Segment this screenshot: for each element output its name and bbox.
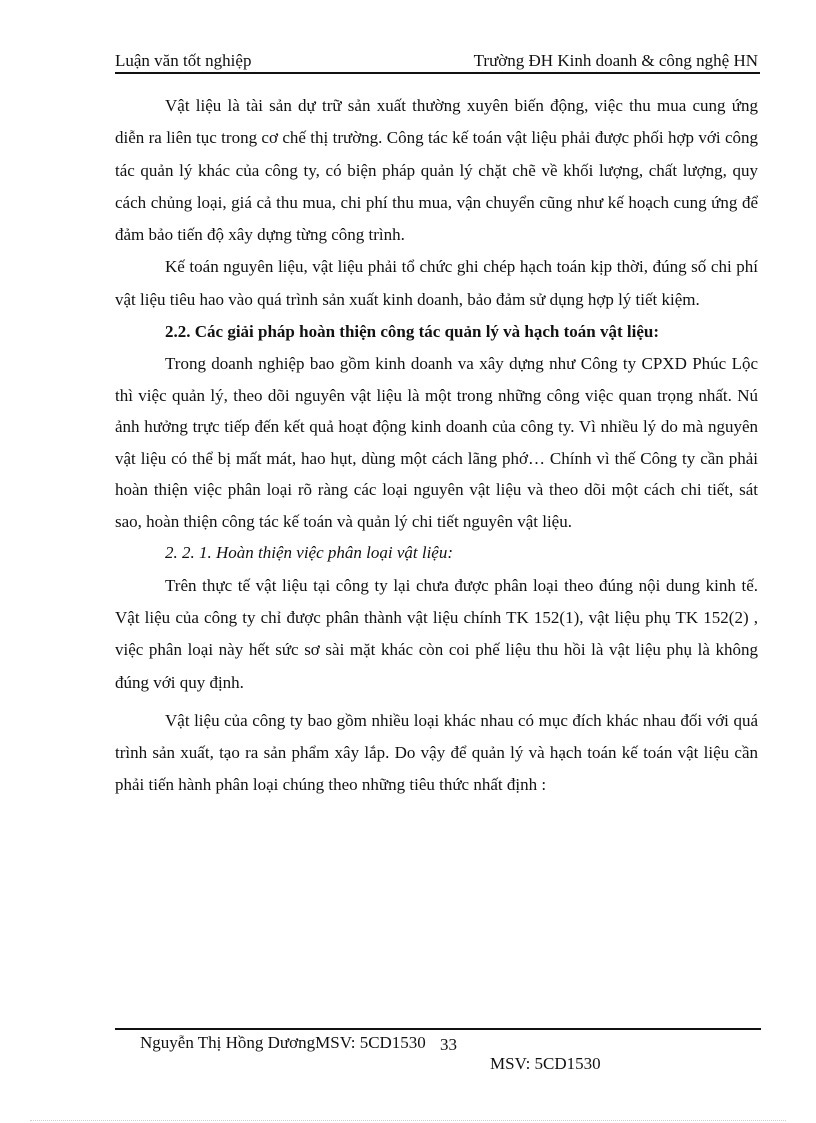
paragraph-management-importance: Trong doanh nghiệp bao gồm kinh doanh va xây dựng như Công ty CPXD Phúc Lộc thì việc quản lý, theo dõi nguyên vật liệu là một trong những công việc quan trọng nhất. Nú ảnh hưởng trực tiếp đến kết quả hoạt động kinh doanh của công ty. Vì nhiều lý do mà nguyên vật liệu có thể bị mất mát, hao hụt, dùng một cách lãng phớ… Chính vì thế Công ty cần phải hoàn thiện việc phân loại rõ ràng các loại nguyên vật liệu và theo dõi một cách chi tiết, sát sao, hoàn thiện công tác kế toán và quản lý chi tiết nguyên vật liệu.: [115, 354, 758, 531]
page-bottom-edge: [30, 1120, 786, 1121]
paragraph-classification-issue: Trên thực tế vật liệu tại công ty lại chưa được phân loại theo đúng nội dung kinh tế. Vật liệu của công ty chỉ được phân thành vật liệu chính TK 152(1), vật liệu phụ TK 152(2) , việc phân loại này hết sức sơ sài mặt khác còn coi phế liệu thu hồi là vật liệu phụ là không đúng với quy định.: [115, 575, 758, 692]
header-university-name: Trường ĐH Kinh doanh & công nghệ HN: [473, 51, 758, 70]
footer-student-id: MSV: 5CD1530: [490, 1054, 601, 1073]
page-number: 33: [440, 1035, 457, 1054]
paragraph-material-accounting: Kế toán nguyên liệu, vật liệu phải tổ chức ghi chép hạch toán kịp thời, đúng số chi phí vật liệu tiêu hao vào quá trình sản xuất kinh doanh, bảo đảm sử dụng hợp lý tiết kiệm.: [115, 257, 758, 309]
document-body: [115, 90, 758, 802]
paragraph-material-supply: Vật liệu là tài sản dự trữ sản xuất thường xuyên biến động, việc thu mua cung ứng diễn ra liên tục trong cơ chế thị trường. Công tác kế toán vật liệu phải được phối hợp với công tác quản lý khác của công ty, có biện pháp quản lý chặt chẽ về khối lượng, chất lượng, quy cách chủng loại, giá cả thu mua, chi phí thu mua, vận chuyển cũng như kế hoạch cung ứng để đảm bảo tiến độ xây dựng từng công trình.: [115, 96, 758, 245]
header-thesis-label: Luận văn tốt nghiệp: [115, 51, 252, 70]
page-header: [115, 50, 760, 74]
section-heading-2-2: 2.2. Các giải pháp hoàn thiện công tác quản lý và hạch toán vật liệu:: [165, 322, 660, 342]
footer-author: Nguyễn Thị Hồng DươngMSV: 5CD1530: [140, 1033, 426, 1052]
footer-divider: [115, 1028, 761, 1030]
subsection-heading-2-2-1: 2. 2. 1. Hoàn thiện việc phân loại vật liệu:: [165, 543, 453, 563]
paragraph-classification-criteria: Vật liệu của công ty bao gồm nhiều loại khác nhau có mục đích khác nhau đối với quá trình sản xuất, tạo ra sản phẩm xây lắp. Do vậy để quản lý và hạch toán kế toán vật liệu cần phải tiến hành phân loại chúng theo những tiêu thức nhất định :: [115, 710, 758, 795]
